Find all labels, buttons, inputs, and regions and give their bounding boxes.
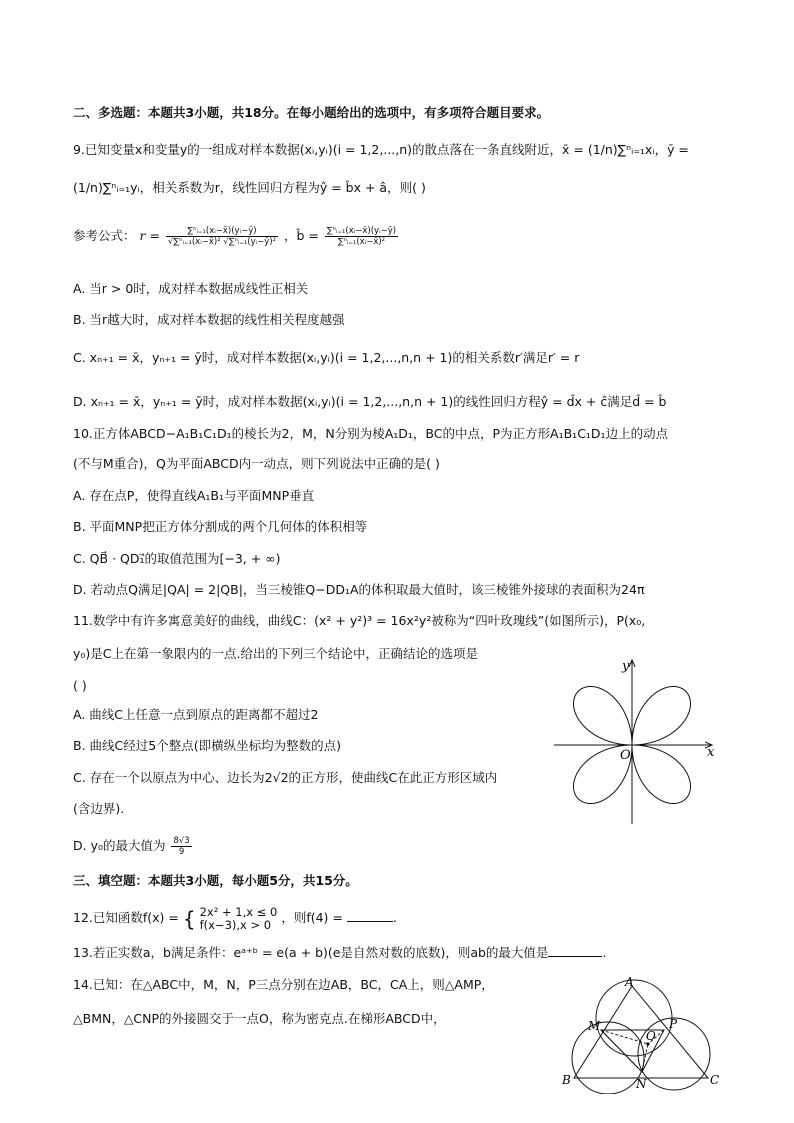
q9-ref-r-numerator: ∑ⁿᵢ₌₁(xᵢ−x̄)(yᵢ−ȳ) — [166, 226, 278, 237]
q11-option-c-line1: C. 存在一个以原点为中心、边长为2√2的正方形，使曲线C在此正方形区域内 — [73, 770, 498, 785]
q9-ref-b-lhs: ，b̂ = — [283, 228, 319, 243]
q11-stem-line2: y₀)是C上在第一象限内的一点.给出的下列三个结论中，正确结论的选项是 — [73, 646, 478, 661]
q14-line2: △BMN，△CNP的外接圆交于一点O，称为密克点.在梯形ABCD中， — [73, 1011, 446, 1026]
q9-stem-line1: 9.已知变量x和变量y的一组成对样本数据(xᵢ,yᵢ)(i = 1,2,...,n)的散点落在一条直线附近，x̄ = (1/n)∑ⁿᵢ₌₁xᵢ，ȳ = — [73, 142, 689, 157]
q13-answer-blank[interactable] — [548, 944, 602, 957]
q13-line — [73, 944, 606, 962]
q9-reference-formula — [73, 226, 400, 247]
label-b: B — [562, 1073, 571, 1087]
circumcircle-amp — [596, 980, 672, 1056]
q11-option-d-numerator: 8√3 — [173, 836, 190, 846]
q10-option-b: B. 平面MNP把正方体分割成的两个几何体的体积相等 — [73, 519, 368, 534]
q12-brace: { — [182, 906, 196, 931]
origin-label: O — [620, 748, 631, 763]
q11-stem-line3: ( ) — [73, 678, 87, 693]
label-c: C — [710, 1073, 720, 1087]
q12-case-1: 2x² + 1,x ≤ 0 — [199, 904, 278, 919]
miquel-point-figure — [556, 974, 730, 1094]
q11-option-b: B. 曲线C经过5个整点(即横纵坐标均为整数的点) — [73, 738, 341, 753]
q10-option-d: D. 若动点Q满足|QA| = 2|QB|，当三棱锥Q−DD₁A的体积取最大值时，该三棱锥外接球的表面积为24π — [73, 582, 645, 597]
q10-stem-line1: 10.正方体ABCD−A₁B₁C₁D₁的棱长为2，M，N分别为棱A₁D₁，BC的中点，P为正方形A₁B₁C₁D₁边上的动点 — [73, 426, 669, 441]
q9-ref-b-denominator: ∑ⁿᵢ₌₁(xᵢ−x̄)² — [337, 237, 386, 247]
q9-option-d: D. xₙ₊₁ = x̄，yₙ₊₁ = ȳ时，成对样本数据(xᵢ,yᵢ)(i = 1,2,...,n,n + 1)的线性回归方程ŷ = d̂x + ĉ满足d̂ = b̂ — [73, 394, 667, 409]
label-o: O — [646, 1029, 656, 1043]
q10-option-a: A. 存在点P，使得直线A₁B₁与平面MNP垂直 — [73, 488, 315, 503]
q13-text: 13.若正实数a，b满足条件：eᵃ⁺ᵇ = e(a + b)(e是自然对数的底数)，则ab的最大值是 — [73, 945, 549, 960]
q10-stem-line2: (不与M重合)，Q为平面ABCD内一动点，则下列说法中正确的是( ) — [73, 456, 440, 471]
q12-answer-blank[interactable] — [347, 909, 393, 922]
q13-end: . — [602, 945, 607, 960]
label-a: A — [625, 975, 634, 989]
q11-stem-line1: 11.数学中有许多寓意美好的曲线，曲线C：(x² + y²)³ = 16x²y²被称为“四叶玫瑰线”(如图所示)，P(x₀, — [73, 613, 646, 628]
section-heading-multiple-choice: 二、多选题：本题共3小题，共18分。在每小题给出的选项中，有多项符合题目要求。 — [73, 105, 550, 120]
q11-option-d-fraction — [171, 836, 191, 857]
four-leaf-rose-figure — [550, 656, 720, 826]
q9-option-b: B. 当r越大时，成对样本数据的线性相关程度越强 — [73, 312, 345, 327]
q9-option-a: A. 当r > 0时，成对样本数据成线性正相关 — [73, 281, 309, 296]
q9-option-c: C. xₙ₊₁ = x̄，yₙ₊₁ = ȳ时，成对样本数据(xᵢ,yᵢ)(i = 1,2,...,n,n + 1)的相关系数r′满足r′ = r — [73, 350, 580, 365]
label-p: P — [669, 1017, 678, 1031]
q10-option-c: C. QB⃗ · QD₁⃗的取值范围为[−3, + ∞) — [73, 551, 281, 566]
q11-option-a: A. 曲线C上任意一点到原点的距离都不超过2 — [73, 707, 319, 722]
q12-line — [73, 900, 397, 936]
label-n: N — [636, 1077, 647, 1091]
q11-option-d-denominator: 9 — [178, 847, 185, 857]
q12-end: . — [392, 910, 397, 925]
q11-option-d — [73, 836, 194, 857]
circumcircle-bmn — [572, 1022, 644, 1094]
section-heading-fill-in: 三、填空题：本题共3小题，每小题5分，共15分。 — [73, 873, 358, 888]
q14-line1: 14.已知：在△ABC中，M，N，P三点分别在边AB，BC，CA上，则△AMP， — [73, 977, 494, 992]
q12-case-2: f(x−3),x > 0 — [199, 917, 272, 932]
q12-cases — [200, 906, 278, 932]
q9-stem-line2: (1/n)∑ⁿᵢ₌₁yᵢ，相关系数为r，线性回归方程为ŷ = b̂x + â，则( ) — [73, 180, 426, 195]
q9-ref-r-denominator: √∑ⁿᵢ₌₁(xᵢ−x̄)² √∑ⁿᵢ₌₁(yᵢ−ȳ)² — [167, 237, 276, 247]
q11-option-c-line2: (含边界). — [73, 801, 125, 816]
q9-ref-b-numerator: ∑ⁿᵢ₌₁(xᵢ−x̄)(yᵢ−ȳ) — [326, 226, 397, 236]
q11-option-d-prefix: D. y₀的最大值为 — [73, 838, 166, 853]
label-m: M — [588, 1019, 601, 1033]
y-axis-label: y — [622, 659, 630, 674]
x-axis-label: x — [707, 745, 715, 760]
q9-ref-r-fraction — [166, 226, 278, 247]
q12-prefix: 12.已知函数f(x) = — [73, 910, 179, 925]
q9-ref-label: 参考公式： — [73, 228, 136, 243]
q12-suffix: ，则f(4) = — [281, 910, 343, 925]
q9-ref-r-lhs: r = — [139, 228, 160, 243]
q9-ref-b-fraction — [325, 226, 398, 247]
